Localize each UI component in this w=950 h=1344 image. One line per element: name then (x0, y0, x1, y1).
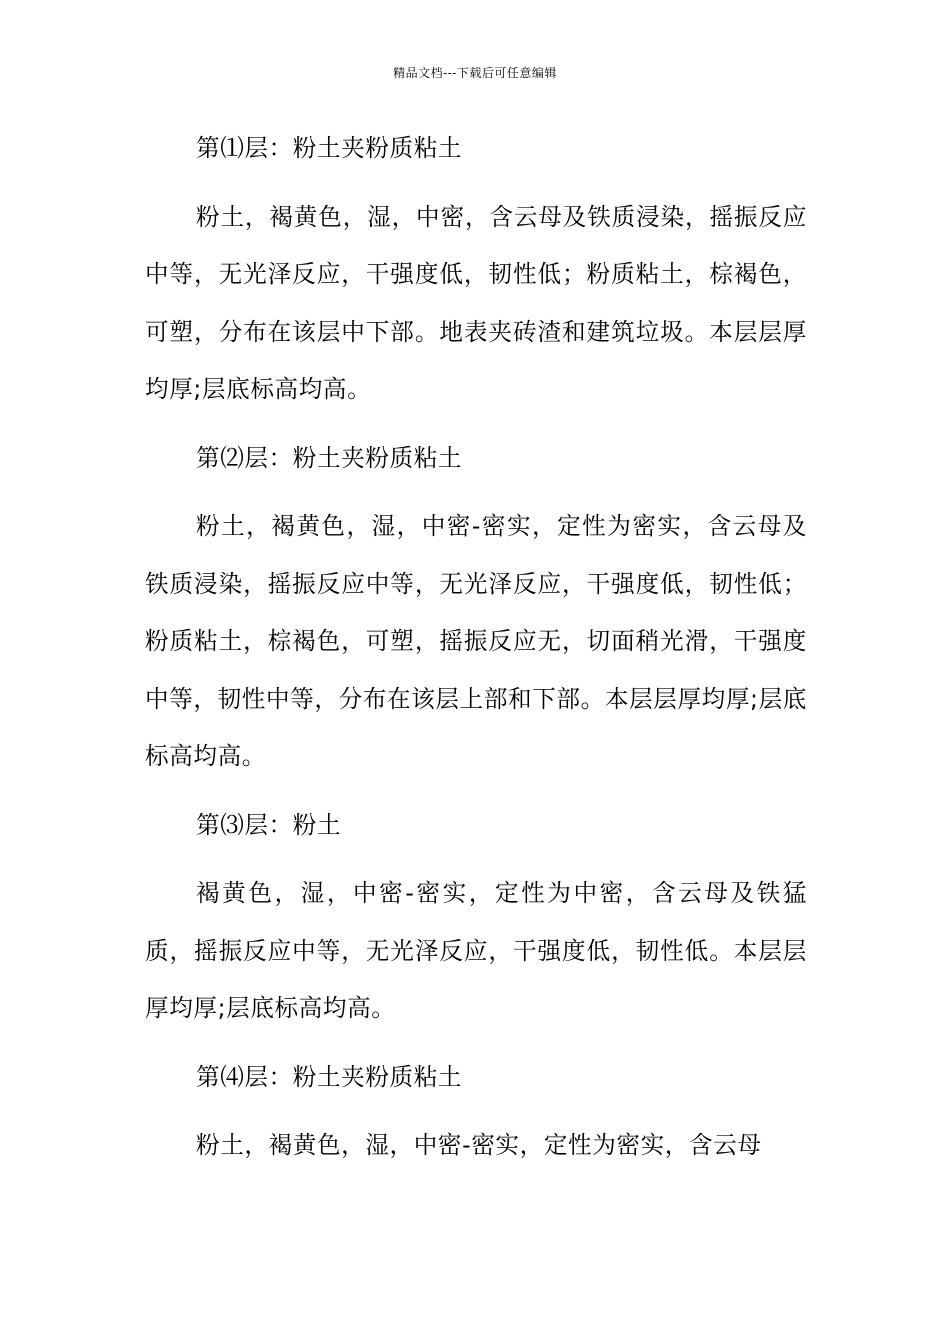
page-header: 精品文档---下载后可任意编辑 (393, 66, 557, 80)
layer-2-description: 粉土，褐黄色，湿，中密-密实，定性为密实，含云母及铁质浸染，摇振反应中等，无光泽反应，干强度低，韧性低；粉质粘土，棕褐色，可塑，摇振反应无，切面稍光滑，干强度中等，韧性中等，分布在该层上部和下部。本层层厚均厚;层底标高均高。 (145, 512, 807, 770)
layer-3-heading: 第⑶层：粉土 (196, 810, 342, 839)
layer-1-description: 粉土，褐黄色，湿，中密，含云母及铁质浸染，摇振反应中等，无光泽反应，干强度低，韧性低；粉质粘土，棕褐色，可塑，分布在该层中下部。地表夹砖渣和建筑垃圾。本层层厚均厚;层底标高均高。 (145, 202, 807, 403)
layer-3-description: 褐黄色，湿，中密-密实，定性为中密，含云母及铁猛质，摇振反应中等，无光泽反应，干强度低，韧性低。本层层厚均厚;层底标高均高。 (145, 879, 807, 1022)
document-body (145, 120, 807, 1186)
layer-1-heading: 第⑴层：粉土夹粉质粘土 (196, 134, 463, 162)
layer-2-heading: 第⑵层：粉土夹粉质粘土 (196, 443, 463, 472)
layer-4-heading: 第⑷层：粉土夹粉质粘土 (196, 1062, 463, 1091)
layer-4-description: 粉土，褐黄色，湿，中密-密实，定性为密实，含云母 (196, 1131, 762, 1159)
